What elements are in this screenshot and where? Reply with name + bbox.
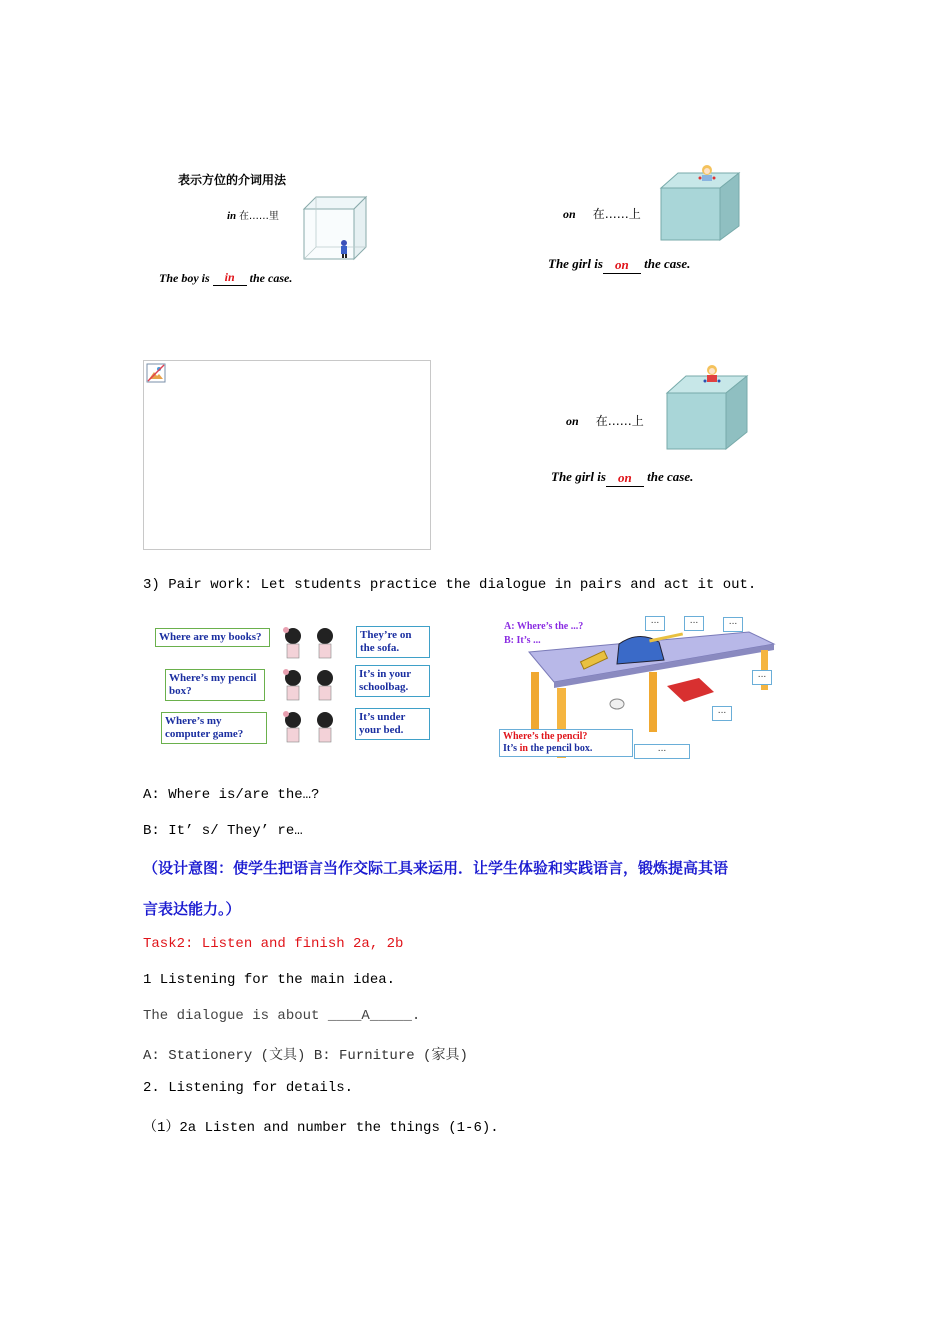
pair-work-instruction: 3) Pair work: Let students practice the dialogue in pairs and act it out. — [143, 577, 757, 593]
on-word: on — [566, 414, 579, 428]
question-bubble-pencil-box: Where’s my pencil box? — [165, 669, 265, 701]
slide1-in-label — [227, 207, 279, 222]
kids-cartoon-icon — [275, 622, 350, 747]
on-word: on — [563, 207, 576, 221]
in-meaning: 在……里 — [238, 211, 279, 222]
callout-dots: ... — [645, 616, 665, 631]
answer-bubble-sofa: They’re on the sofa. — [356, 626, 430, 658]
step-2a: （1）2a Listen and number the things (1-6). — [143, 1120, 499, 1136]
listening-details: 2. Listening for details. — [143, 1080, 354, 1096]
task2-heading: Task2: Listen and finish 2a, 2b — [143, 936, 404, 952]
slide3-sentence — [551, 469, 693, 487]
slide2-sentence — [548, 256, 690, 274]
design-intent-line1: （设计意图：使学生把语言当作交际工具来运用．让学生体验和实践语言，锻炼提高其语 — [143, 859, 729, 877]
prompt-text: A: Where’s the ...? B: It’s ... — [504, 621, 584, 646]
design-intent-line2: 言表达能力。） — [143, 900, 241, 918]
sentence-start: The girl is — [551, 469, 606, 484]
slide3-on-label — [566, 412, 644, 429]
cube-with-girl — [664, 360, 750, 452]
answer-in: in — [224, 270, 235, 284]
question-bubble-computer-game: Where’s my computer game? — [161, 712, 267, 744]
slide1-heading: 表示方位的介词用法 — [178, 173, 287, 187]
on-meaning: 在……上 — [595, 414, 644, 428]
dialogue-about: The dialogue is about ____A_____. — [143, 1008, 421, 1024]
callout-dots: ... — [723, 617, 743, 632]
listening-main-idea: 1 Listening for the main idea. — [143, 972, 396, 988]
sentence-start: The boy is — [159, 271, 210, 285]
dialogue-b: B: It’ s/ They’ re… — [143, 823, 303, 839]
callout-dots: ... — [752, 670, 772, 685]
answer-bubble-bed: It’s under your bed. — [355, 708, 430, 740]
sentence-start: The girl is — [548, 256, 603, 271]
sentence-end: the case. — [644, 256, 691, 271]
cube-with-girl — [658, 160, 742, 244]
on-meaning: 在……上 — [592, 207, 641, 221]
sentence-end: the case. — [249, 271, 293, 285]
glass-cube-with-boy — [300, 193, 370, 263]
answer-bubble-schoolbag: It’s in your schoolbag. — [355, 665, 430, 697]
dialogue-a: A: Where is/are the…? — [143, 787, 320, 803]
answer-on: on — [615, 257, 629, 272]
callout-dots: ... — [712, 706, 732, 721]
dialogue-figure-table — [499, 612, 779, 762]
missing-image-placeholder — [143, 360, 431, 550]
slide1-sentence — [159, 270, 292, 286]
in-word: in — [227, 210, 237, 222]
pencil-callout: Where’s the pencil? It’s in the pencil box. — [499, 729, 633, 757]
callout-dots: ... — [634, 744, 690, 759]
answer-on: on — [618, 470, 632, 485]
callout-dots: ... — [684, 616, 704, 631]
broken-image-icon — [146, 363, 166, 383]
sentence-end: the case. — [647, 469, 694, 484]
slide2-on-label — [563, 205, 641, 222]
question-bubble-books: Where are my books? — [155, 628, 270, 647]
dialogue-figure-kids — [155, 622, 435, 747]
options-line: A: Stationery (文具) B: Furniture (家具) — [143, 1048, 468, 1064]
